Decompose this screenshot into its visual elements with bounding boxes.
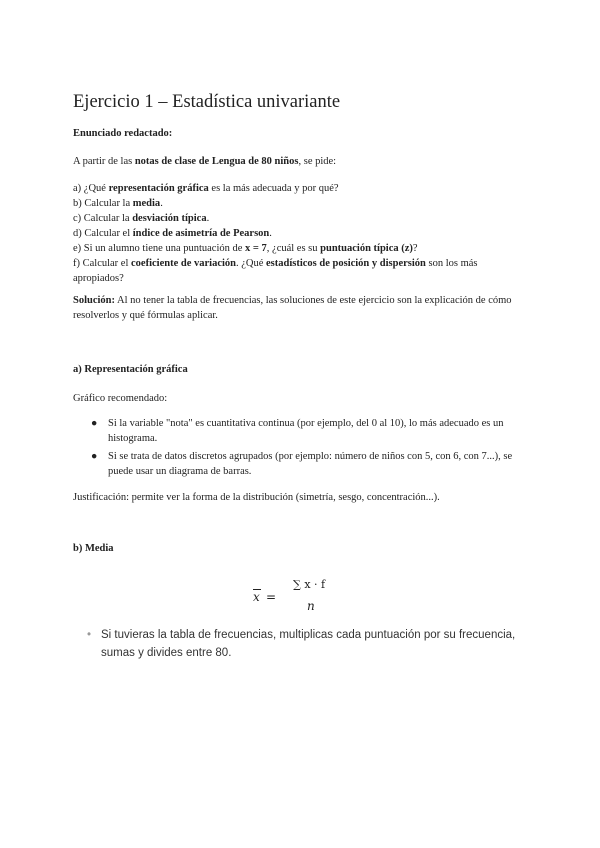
list-item: • Si tuvieras la tabla de frecuencias, multiplicas cada puntuación por su frecuencia, sumas y divides entre 80.: [73, 626, 533, 662]
section-a-heading: a) Representación gráfica: [73, 364, 188, 375]
section-b-heading: b) Media: [73, 543, 114, 554]
bullet-icon: ●: [91, 418, 98, 429]
formula-equals: =: [266, 590, 277, 604]
section-b-bullets: [73, 626, 533, 662]
question-b: b) Calcular la media.: [73, 198, 163, 209]
formula-numerator: ∑ x · f: [293, 578, 326, 591]
formula-lhs: x: [253, 590, 260, 604]
question-f: f) Calcular el coeficiente de variación. ¿Qué estadísticos de posición y dispersión son los más apropiados?: [73, 258, 478, 284]
formula-denominator: n: [307, 599, 315, 613]
page-title: Ejercicio 1 – Estadística univariante: [73, 92, 341, 112]
question-c: c) Calcular la desviación típica.: [73, 213, 210, 224]
section-a-intro: Gráfico recomendado:: [73, 393, 168, 404]
enunciado-heading: Enunciado redactado:: [73, 128, 173, 139]
question-d: d) Calcular el índice de asimetría de Pearson.: [73, 228, 272, 239]
list-item: ● Si se trata de datos discretos agrupados (por ejemplo: número de niños con 5, con 6, con 7...), se puede usar un diagrama de barras.: [91, 451, 513, 477]
mean-formula: [253, 578, 353, 618]
section-a-justification: Justificación: permite ver la forma de la distribución (simetría, sesgo, concentración...).: [73, 492, 440, 503]
bullet-icon: •: [87, 629, 92, 641]
question-list: [73, 181, 513, 286]
question-e: e) Si un alumno tiene una puntuación de x = 7, ¿cuál es su puntuación típica (z)?: [73, 243, 418, 254]
intro-text: A partir de las notas de clase de Lengua de 80 niños, se pide:: [73, 156, 337, 167]
bullet-icon: ●: [91, 451, 98, 462]
question-a: a) ¿Qué representación gráfica es la más adecuada y por qué?: [73, 183, 339, 194]
section-a-bullets: [73, 416, 533, 482]
solution-text: Solución: Al no tener la tabla de frecuencias, las soluciones de este ejercicio son la explicación de cómo resolverlos y qué fórmulas aplicar.: [73, 295, 512, 321]
list-item: ● Si la variable "nota" es cuantitativa continua (por ejemplo, del 0 al 10), lo más adecuado es un histograma.: [91, 418, 504, 444]
